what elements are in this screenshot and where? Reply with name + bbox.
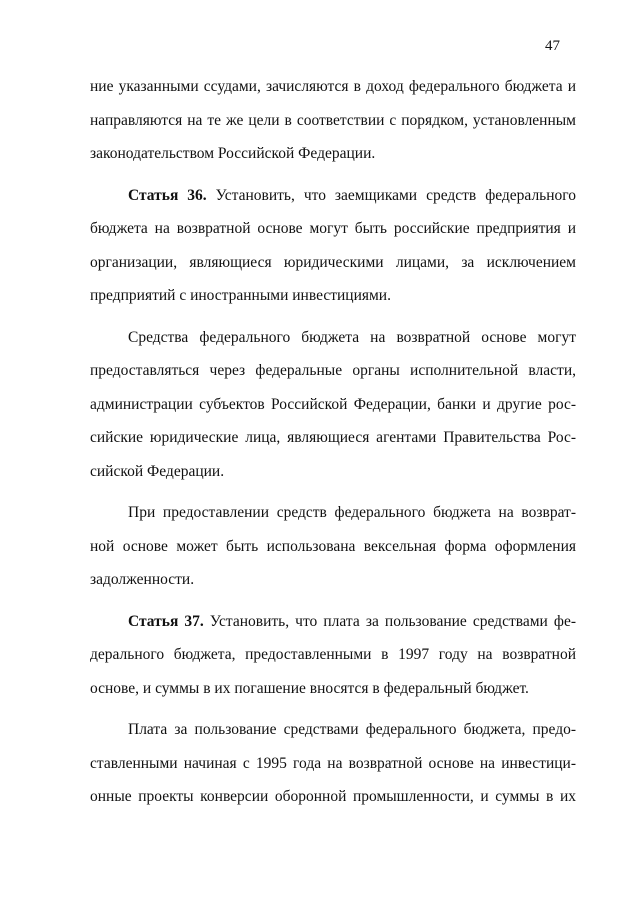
text-line: онные проекты конверсии оборонной промышленности, и суммы в их <box>90 788 576 805</box>
article-37-label: Статья 37. <box>128 612 204 630</box>
article-37-text: Установить, что плата за пользование средствами фе- <box>209 612 576 630</box>
text-line: предприятий с иностранными инвестициями. <box>90 287 391 304</box>
text-line: организации, являющиеся юридическими лицами, за исключением <box>90 253 576 271</box>
article-36-label: Статья 36. <box>128 186 207 204</box>
text-line: администрации субъектов Российской Федерации, банки и другие рос- <box>90 395 576 413</box>
text-line: задолженности. <box>90 571 195 588</box>
text-line: бюджета на возвратной основе могут быть российские предприятия и <box>90 220 576 237</box>
text-line <box>90 179 576 213</box>
text-line: законодательством Российской Федерации. <box>90 145 376 162</box>
text-line <box>90 605 576 639</box>
paragraph <box>90 713 576 814</box>
article-36-paragraph <box>90 179 576 313</box>
text-line: основе, и суммы в их погашение вносятся в федеральный бюджет. <box>90 679 529 697</box>
text-line: Средства федерального бюджета на возвратной основе могут <box>128 328 576 346</box>
text-line: Плата за пользование средствами федерального бюджета, предо- <box>128 721 576 738</box>
text-line: дерального бюджета, предоставленными в 1997 году на возвратной <box>90 646 576 663</box>
article-36-text: Установить, что заемщиками средств федерального <box>215 186 577 204</box>
paragraph <box>90 321 576 489</box>
text-line: ной основе может быть использована вексельная форма оформления <box>90 537 576 555</box>
text-line: направляются на те же цели в соответствии с порядком, установленным <box>90 111 576 129</box>
text-line: сийские юридические лица, являющиеся агентами Правительства Рос- <box>90 429 576 446</box>
text-line: При предоставлении средств федерального бюджета на возврат- <box>128 504 576 521</box>
page-number: 47 <box>545 38 560 54</box>
document-body <box>90 70 576 814</box>
text-line: ние указанными ссудами, зачисляются в доход федерального бюджета и <box>90 78 576 95</box>
text-line: ставленными начиная с 1995 года на возвратной основе на инвестици- <box>90 754 576 772</box>
paragraph-continuation <box>90 70 576 171</box>
text-line: предоставляться через федеральные органы исполнительной власти, <box>90 362 576 379</box>
paragraph <box>90 496 576 597</box>
text-line: сийской Федерации. <box>90 462 225 480</box>
article-37-paragraph <box>90 605 576 706</box>
